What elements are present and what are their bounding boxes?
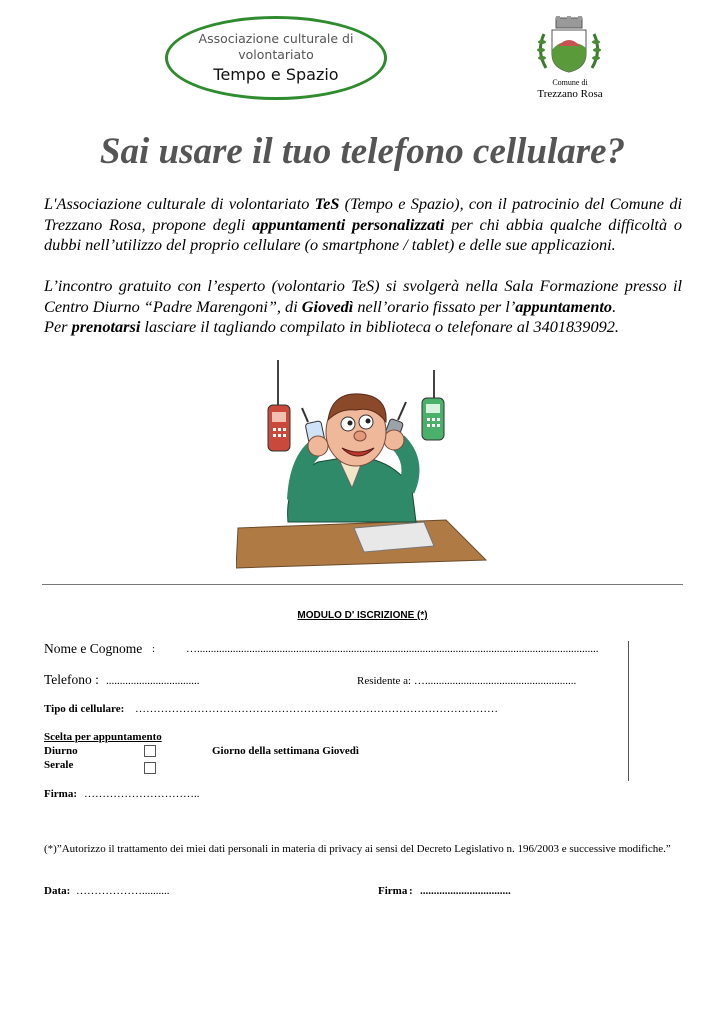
- intro-paragraph-1: L'Associazione culturale di volontariato TeS (Tempo e Spazio), con il patrocinio del Comune di Trezzano Rosa, propone degli appuntamenti personalizzati per chi abbia qualche difficoltà o dubbi nell’utilizzo del proprio cellulare (o smartphone / tablet) e delle sue applicazioni.: [44, 194, 682, 254]
- nome-colon: :: [152, 643, 156, 655]
- logo-line-2: volontariato: [238, 47, 314, 62]
- residente-label: Residente a: …: [357, 675, 425, 687]
- tipo-cellulare-label: Tipo di cellulare:: [44, 703, 125, 715]
- privacy-consent-text: (*)”Autorizzo il trattamento dei miei dati personali in materia di privacy ai sensi del Decreto Legislativo n. 196/2003 e successive modifiche.”: [44, 843, 671, 855]
- association-logo: [165, 16, 387, 100]
- serale-checkbox[interactable]: [144, 762, 156, 774]
- data-input-line[interactable]: ………………..........: [76, 885, 170, 897]
- comune-name: Trezzano Rosa: [537, 88, 603, 100]
- serale-label: Serale: [44, 759, 74, 771]
- form-right-border: [628, 641, 629, 781]
- telefono-label: Telefono :: [44, 672, 99, 687]
- form-heading: MODULO D' ISCRIZIONE (*): [297, 610, 428, 621]
- firma-label: Firma:: [44, 788, 77, 800]
- giorno-settimana-text: Giorno della settimana Giovedì: [212, 745, 359, 757]
- data-label: Data:: [44, 885, 71, 897]
- intro-paragraph-2: L’incontro gratuito con l’esperto (volontario TeS) si svolgerà nella Sala Formazione presso il Centro Diurno “Padre Marengoni”, di Giovedì nell’orario fissato per l’appuntamento.: [44, 276, 682, 316]
- comune-label: Comune di: [552, 78, 588, 87]
- comune-crest-icon: [534, 16, 604, 78]
- firma2-input-line[interactable]: .................................: [420, 885, 511, 897]
- logo-line-3: Tempo e Spazio: [213, 65, 339, 84]
- residente-input-line[interactable]: .......................................................: [425, 675, 577, 687]
- diurno-checkbox[interactable]: [144, 745, 156, 757]
- nome-label: Nome e Cognome: [44, 641, 143, 656]
- page-title: Sai usare il tuo telefono cellulare?: [99, 131, 626, 172]
- firma2-label: Firma: [378, 885, 408, 897]
- scelta-label: Scelta per appuntamento: [44, 731, 162, 743]
- logo-line-1: Associazione culturale di: [198, 31, 354, 46]
- telefono-input-line[interactable]: ..................................: [106, 675, 200, 687]
- tipo-cellulare-input-line[interactable]: ………………………………………………………………………………………: [135, 703, 498, 715]
- firma-input-line[interactable]: …………………………..: [84, 788, 200, 800]
- cartoon-man-phones-illustration: [236, 350, 488, 570]
- intro-paragraph-3: Per prenotarsi lasciare il tagliando compilato in biblioteca o telefonare al 3401839092.: [44, 317, 619, 336]
- firma2-colon: :: [409, 885, 413, 897]
- nome-input-line[interactable]: …..................................................................................................................................................: [186, 643, 599, 655]
- diurno-label: Diurno: [44, 745, 78, 757]
- separator-line: [42, 584, 683, 585]
